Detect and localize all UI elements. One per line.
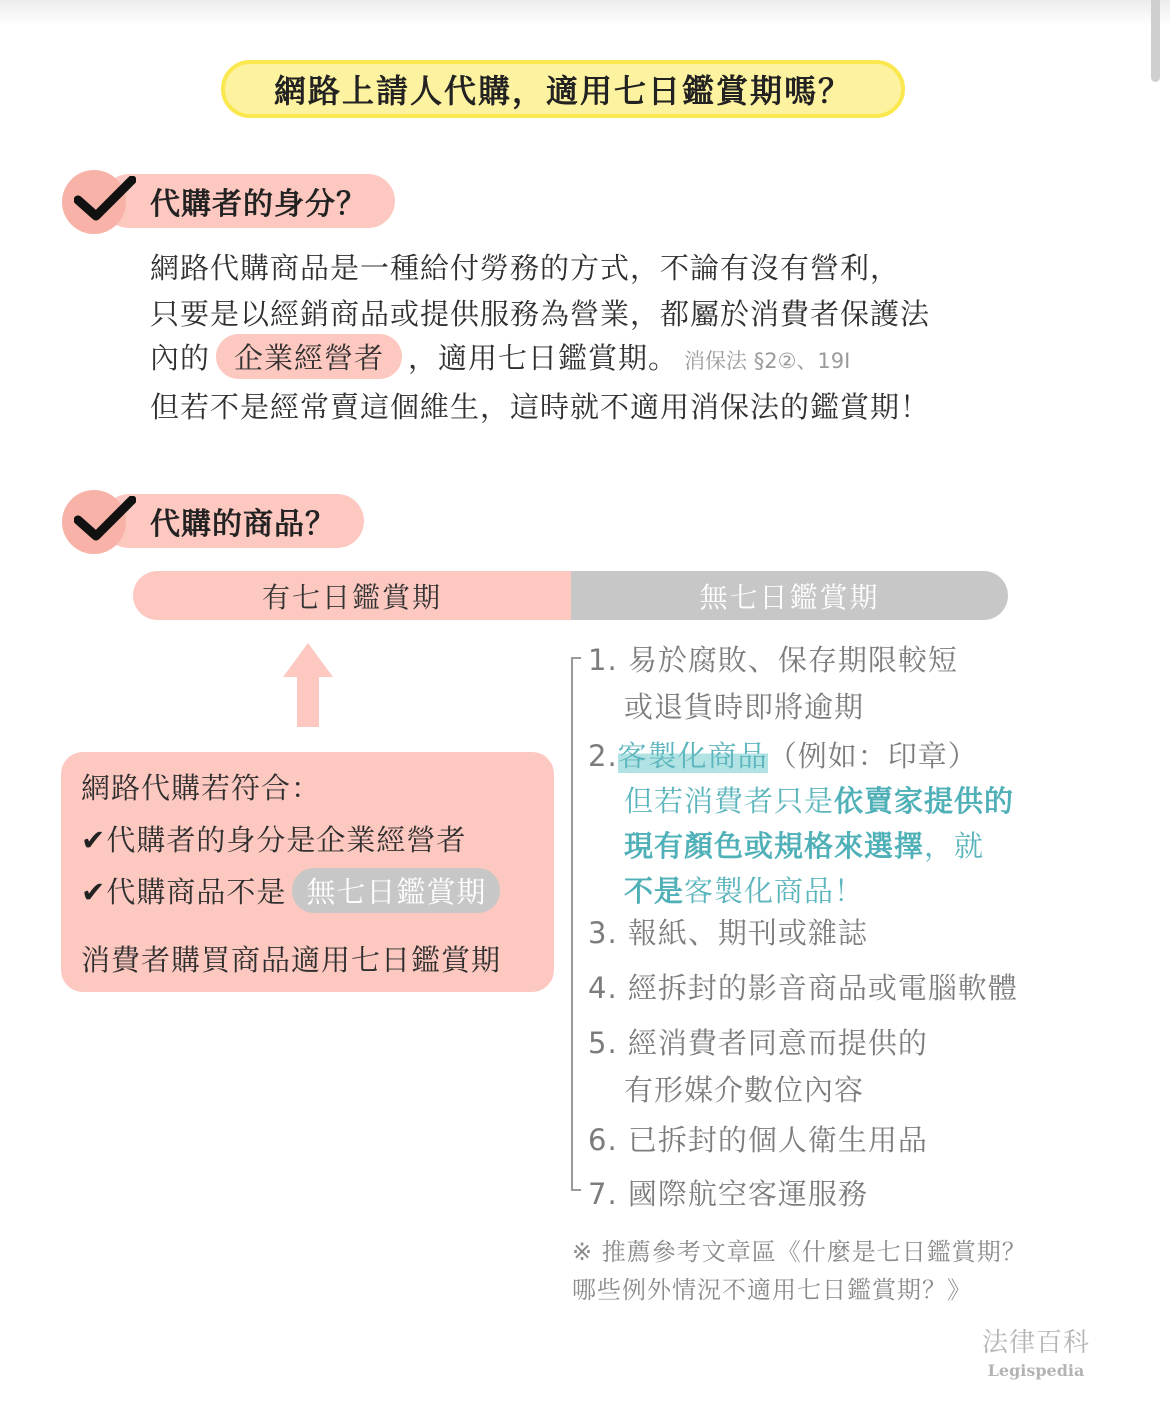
exception-item-2: [588, 734, 1014, 910]
identity-line-1: 網路代購商品是一種給付勞務的方式，不論有沒有營利，: [150, 251, 901, 285]
condition-item-2: [81, 868, 500, 913]
section-identity-title: [102, 174, 395, 228]
exception-5-continued: 有形媒介數位內容: [624, 1073, 865, 1107]
note-emphasis: 不是: [624, 874, 685, 908]
exception-item-1: [588, 638, 958, 726]
exception-5-text: 5. 經消費者同意而提供的: [588, 1026, 928, 1060]
condition-item-1: [81, 818, 466, 859]
checkmark-icon: [74, 496, 136, 542]
law-reference: 消保法 §2②、19Ⅰ: [684, 349, 851, 373]
exception-item-6: 6. 已拆封的個人衛生用品: [588, 1123, 928, 1157]
page-title: 網路上請人代購，適用七日鑑賞期嗎？: [221, 60, 905, 118]
check-icon: ✔: [81, 875, 107, 909]
conditions-result: 消費者購買商品適用七日鑑賞期: [81, 943, 502, 977]
exception-2-note-line-3: [624, 869, 1014, 910]
legispedia-logo: [980, 1322, 1092, 1380]
section-product-heading: 代購的商品？: [150, 507, 336, 542]
check-icon: ✔: [81, 823, 107, 857]
custom-product-highlight: 客製化商品: [617, 739, 768, 773]
no-period-label: 無七日鑑賞期: [571, 571, 1008, 620]
logo-english: Legispedia: [987, 1361, 1085, 1380]
exception-2-note-line-1: [624, 779, 1014, 820]
arrow-up-icon: [283, 643, 333, 727]
conditions-box: [61, 752, 554, 992]
exception-item-3: 3. 報紙、期刊或雜誌: [588, 916, 868, 950]
identity-line-2: 只要是以經銷商品或提供服務為營業，都屬於消費者保護法: [150, 297, 931, 331]
exception-2-note-line-2: [624, 824, 1014, 865]
exception-2-example: （例如：印章）: [767, 739, 978, 773]
section-product-title: [102, 494, 364, 548]
has-period-label: 有七日鑑賞期: [133, 571, 571, 620]
condition-item-2-text: 代購商品不是: [106, 875, 287, 909]
logo-chinese: 法律百科: [981, 1328, 1090, 1358]
exceptions-bracket: [571, 657, 581, 1191]
exception-item-4: 4. 經拆封的影音商品或電腦軟體: [588, 971, 1018, 1005]
identity-line-3-prefix: 內的: [150, 341, 211, 375]
scrollbar[interactable]: [1151, 0, 1160, 82]
no-period-pill: 無七日鑑賞期: [292, 868, 500, 913]
note-emphasis: 現有顏色或規格來選擇: [624, 829, 925, 863]
exception-item-7: 7. 國際航空客運服務: [588, 1177, 868, 1211]
condition-item-1-text: 代購者的身分是企業經營者: [106, 823, 467, 857]
exception-item-5: [588, 1021, 928, 1109]
business-operator-highlight: 企業經營者: [216, 334, 402, 379]
identity-line-3: [150, 334, 850, 379]
identity-line-4: 但若不是經常賣這個維生，這時就不適用消保法的鑑賞期！: [150, 390, 931, 424]
exception-1-num: 1.: [588, 643, 618, 677]
note-emphasis: 依賣家提供的: [834, 784, 1015, 818]
checkmark-icon: [74, 176, 136, 222]
exception-1-continued: 或退貨時即將逾期: [624, 690, 865, 724]
conditions-title: 網路代購若符合：: [81, 771, 322, 805]
identity-line-3-suffix: ，適用七日鑑賞期。: [408, 341, 679, 375]
recommended-article-line-1[interactable]: ※ 推薦參考文章區《什麼是七日鑑賞期？: [572, 1238, 1027, 1266]
exception-2-num: 2.: [588, 739, 618, 773]
exception-1-text: 易於腐敗、保存期限較短: [627, 643, 958, 677]
recommended-article-line-2[interactable]: 哪些例外情況不適用七日鑑賞期？》: [572, 1276, 972, 1304]
note-text: 但若消費者只是: [624, 784, 835, 818]
section-identity-heading: 代購者的身分？: [150, 187, 367, 222]
note-text: ，就: [924, 829, 985, 863]
top-fade: [0, 0, 1170, 26]
note-text: 客製化商品！: [684, 874, 865, 908]
